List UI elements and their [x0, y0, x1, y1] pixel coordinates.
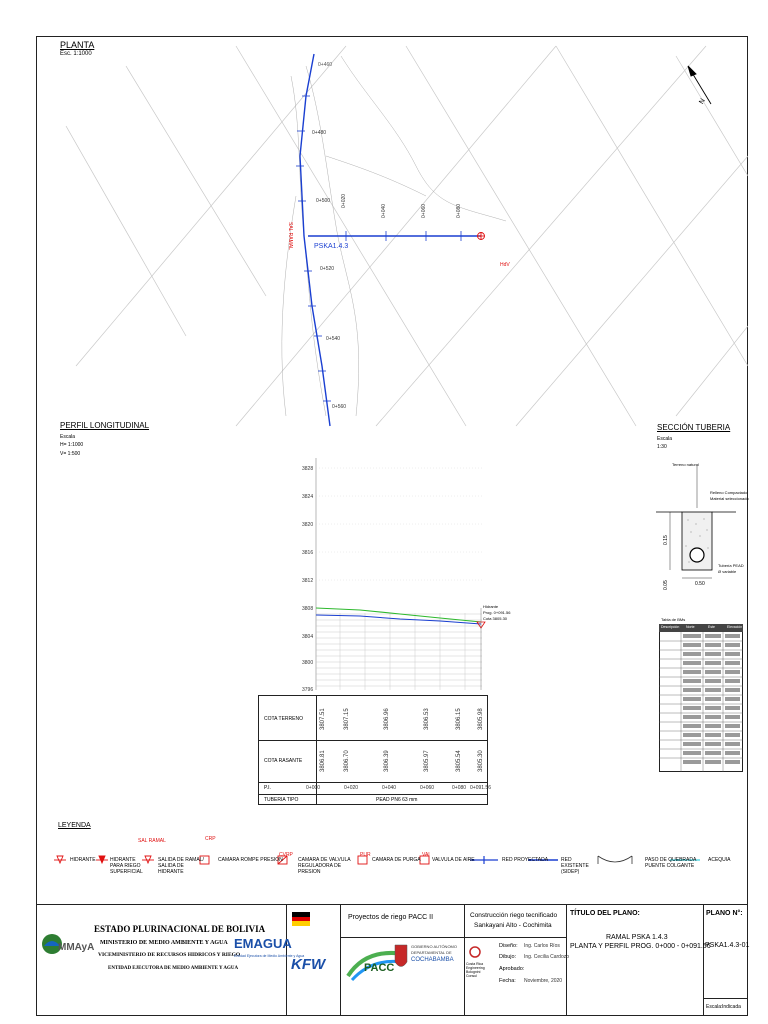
- chainage-branch-2: 0+040: [381, 203, 387, 218]
- valvula-aire-icon: [420, 856, 429, 864]
- callout-cota: Cota 3805.30: [483, 616, 508, 621]
- project-name: Proyectos de riego PACC II: [348, 914, 434, 921]
- seccion-title: SECCIÓN TUBERIA: [657, 423, 731, 432]
- y-tick-9: 3796: [302, 687, 314, 693]
- rasante-val-2: 3806.70: [344, 750, 350, 772]
- y-tick-2: 3824: [302, 494, 314, 500]
- bms-title: Tabla de BMs: [661, 617, 686, 622]
- perfil-scale-v: V= 1:500: [60, 451, 81, 457]
- legend-item-9: RED EXISTENTE (SIDEP): [561, 857, 589, 875]
- prog-4: 0+060: [420, 785, 435, 791]
- org-line-2: VICEMINISTERIO DE RECURSOS HIDRICOS Y RIEGO: [98, 952, 241, 958]
- legend-item-2: HIDRANTE PARA RIEGO SUPERFICIAL: [110, 857, 143, 875]
- prog-2: 0+020: [344, 785, 359, 791]
- leyenda-sal-ramal: SAL RAMAL: [138, 838, 166, 844]
- prog-1: 0+000: [306, 785, 321, 791]
- obra-line-1: Construcción riego tecnificado: [470, 912, 558, 919]
- bms-header-4: Elevación: [727, 625, 743, 629]
- german-flag-icon: [292, 912, 310, 926]
- legend-item-5: CAMARA DE VALVULA REGULADORA DE PRESION: [298, 857, 351, 875]
- prog-3: 0+040: [382, 785, 397, 791]
- hidrante-superficial-icon: [96, 856, 108, 863]
- y-tick-1: 3828: [302, 466, 314, 472]
- legend-item-11: ACEQUIA: [708, 857, 731, 863]
- seccion-relleno-1: Relleno Compactado: [710, 490, 748, 495]
- chainage-main-6: 0+560: [332, 404, 347, 410]
- terreno-val-2: 3807.15: [344, 708, 350, 730]
- callout-prog: Prog. 0+091.56: [483, 610, 511, 615]
- bms-rows: [659, 632, 743, 772]
- tuberia-tipo-value: PEAD PN6 63 mm: [376, 797, 418, 803]
- row-label-pi: P.I.: [264, 785, 271, 791]
- leyenda-vai: VAI: [422, 852, 430, 858]
- tb-divider-3: [464, 904, 465, 1016]
- profile-grid-upper: [316, 468, 482, 580]
- chainage-main-1: 0+460: [318, 62, 333, 68]
- gob-shield-icon: [394, 944, 408, 972]
- pipe-circle-icon: [690, 548, 704, 562]
- terreno-val-4: 3806.53: [424, 708, 430, 730]
- sal-ramal-label: SAL RAMAL: [287, 222, 293, 250]
- planta-title: PLANTA: [60, 40, 95, 50]
- seccion-scale-label: Escala: [657, 436, 673, 442]
- legend-symbols: [50, 850, 730, 880]
- y-tick-7: 3804: [302, 634, 314, 640]
- hidrante-icon: [54, 856, 66, 863]
- prog-5: 0+080: [452, 785, 467, 791]
- name-diseno: Ing. Carlos Ríos: [524, 943, 560, 949]
- plan-view: [36, 36, 748, 476]
- planta-scale: Esc. 1:1000: [60, 51, 92, 57]
- titulo-line-1: RAMAL PSKA 1.4.3: [606, 934, 668, 941]
- hv-label: HdV: [500, 262, 510, 268]
- legend-item-6: CAMARA DE PURGA: [372, 857, 421, 863]
- legend-item-3: SALIDA DE RAMAL/ SALIDA DE HIDRANTE: [158, 857, 204, 875]
- callout-hidrante: Hidrante: [483, 604, 499, 609]
- chainage-branch-3: 0+060: [421, 203, 427, 218]
- chainage-main-5: 0+540: [326, 336, 341, 342]
- gob-line-1: GOBIERNO AUTÓNOMO: [411, 944, 458, 949]
- chainage-main-4: 0+520: [320, 266, 335, 272]
- perfil-scale-label: Escala: [60, 434, 76, 440]
- role-aprobado: Aprobado:: [499, 966, 525, 972]
- terreno-val-1: 3807.51: [320, 708, 326, 730]
- bms-header-1: Descripción: [661, 625, 680, 629]
- row-label-tuberia: TUBERIA TIPO: [264, 797, 299, 803]
- hydrant-symbol: [477, 232, 485, 240]
- terreno-val-6: 3805.98: [478, 708, 484, 730]
- network-main-line: [300, 54, 481, 426]
- escala-value: Indicada: [722, 1004, 741, 1010]
- camara-purga-icon: [358, 856, 367, 864]
- y-tick-3: 3820: [302, 522, 314, 528]
- row-label-rasante: COTA RASANTE: [264, 758, 303, 764]
- chainage-branch-4: 0+080: [456, 203, 462, 218]
- name-fecha: Noviembre, 2020: [524, 978, 563, 984]
- prog-6: 0+091.56: [470, 785, 491, 791]
- tb-divider-1: [286, 904, 287, 1016]
- ramal-label: PSKA1.4.3: [314, 243, 349, 250]
- y-tick-4: 3816: [302, 550, 314, 556]
- role-diseno: Diseño:: [499, 943, 518, 949]
- north-label: N: [698, 97, 707, 106]
- leyenda-pur: PUR: [360, 852, 371, 858]
- legend-item-7: VALVULA DE AIRE: [432, 857, 475, 863]
- escala-label: Escala:: [706, 1004, 723, 1010]
- tb-divider-5: [703, 904, 704, 1016]
- mmaya-wordmark: MMAyA: [58, 942, 95, 953]
- rasante-val-3: 3806.39: [384, 750, 390, 772]
- row-label-terreno: COTA TERRENO: [264, 716, 303, 722]
- legend-item-4: CAMARA ROMPE PRESION: [218, 857, 283, 863]
- titulo-label: TÍTULO DEL PLANO:: [570, 910, 640, 917]
- leyenda-cvrp: CVRP: [279, 852, 293, 858]
- org-main: ESTADO PLURINACIONAL DE BOLIVIA: [94, 924, 266, 934]
- firm-name: Costa Rica Engineering Bolognini Consul: [466, 962, 485, 978]
- rasante-val-4: 3805.97: [424, 750, 430, 772]
- bms-header-2: Norte: [686, 625, 695, 629]
- row-divider-3: [258, 794, 488, 795]
- y-tick-5: 3812: [302, 578, 314, 584]
- rasante-val-6: 3805.30: [478, 750, 484, 772]
- emagua-logo: EMAGUA: [234, 936, 292, 951]
- emagua-sub: Entidad Ejecutora de Medio Ambiente y Agua: [234, 954, 305, 958]
- seccion-dim-h1: 0.15: [663, 535, 669, 545]
- bms-header-3: Este: [708, 625, 716, 629]
- org-line-1: MINISTERIO DE MEDIO AMBIENTE Y AGUA: [100, 940, 228, 946]
- chainage-main-3: 0+500: [316, 198, 331, 204]
- org-line-3: ENTIDAD EJECUTORA DE MEDIO AMBIENTE Y AGUA: [108, 966, 239, 971]
- pacc-wordmark: PACC: [364, 962, 395, 974]
- row-divider-2: [258, 782, 488, 783]
- firm-logo-icon: [468, 945, 486, 959]
- name-dibujo: Ing. Cecilia Cardozo: [524, 954, 570, 960]
- gob-line-3: COCHABAMBA: [411, 957, 454, 963]
- gob-line-2: DEPARTAMENTAL DE: [411, 950, 452, 955]
- leyenda-title: LEYENDA: [58, 822, 91, 829]
- row-divider-1: [258, 740, 488, 741]
- tb-hdivider-3: [703, 998, 748, 999]
- profile-grid-lower: [316, 613, 482, 690]
- obra-line-2: Sankayani Alto - Cochimita: [474, 922, 552, 929]
- seccion-tuberia-2: Ø variable: [718, 569, 737, 574]
- terreno-val-3: 3806.96: [384, 708, 390, 730]
- seccion-tuberia-1: Tubería PEAD: [718, 563, 744, 568]
- plano-number: PSKA1.4.3-01: [705, 942, 750, 949]
- role-dibujo: Dibujo:: [499, 954, 517, 960]
- rasante-val-5: 3805.54: [456, 750, 462, 772]
- seccion-dim-h2: 0.05: [663, 580, 669, 590]
- seccion-dim-w: 0.50: [695, 581, 705, 587]
- leyenda-crp: CRP: [205, 836, 216, 842]
- plano-label: PLANO N°:: [706, 910, 743, 917]
- legend-item-10: PASO DE QUEBRADA PUENTE COLGANTE: [645, 857, 697, 869]
- puente-colgante-icon: [598, 856, 632, 864]
- perfil-scale-h: H= 1:1000: [60, 442, 84, 448]
- y-tick-8: 3800: [302, 660, 314, 666]
- y-tick-6: 3808: [302, 606, 314, 612]
- chainage-branch-1: 0+020: [341, 193, 347, 208]
- terreno-val-5: 3806.15: [456, 708, 462, 730]
- seccion-relleno-2: Material seleccionado: [710, 496, 749, 501]
- legend-item-8: RED PROYECTADA: [502, 857, 549, 863]
- tb-divider-2: [340, 904, 341, 1016]
- tb-hdivider-2: [464, 937, 566, 938]
- role-fecha: Fecha:: [499, 978, 516, 984]
- tb-hdivider-1: [340, 937, 464, 938]
- kfw-logo: KFW: [291, 956, 326, 973]
- chainage-main-2: 0+480: [312, 130, 327, 136]
- pipe-section-drawing: [656, 458, 748, 598]
- rasante-val-1: 3806.81: [320, 750, 326, 772]
- titulo-line-2: PLANTA Y PERFIL PROG. 0+000 - 0+091.56: [570, 943, 711, 950]
- tb-divider-4: [566, 904, 567, 1016]
- legend-item-1: HIDRANTE: [70, 857, 96, 863]
- seccion-terreno: Terreno natural: [672, 462, 699, 467]
- seccion-scale: 1:30: [657, 444, 667, 450]
- perfil-title: PERFIL LONGITUDINAL: [60, 421, 150, 430]
